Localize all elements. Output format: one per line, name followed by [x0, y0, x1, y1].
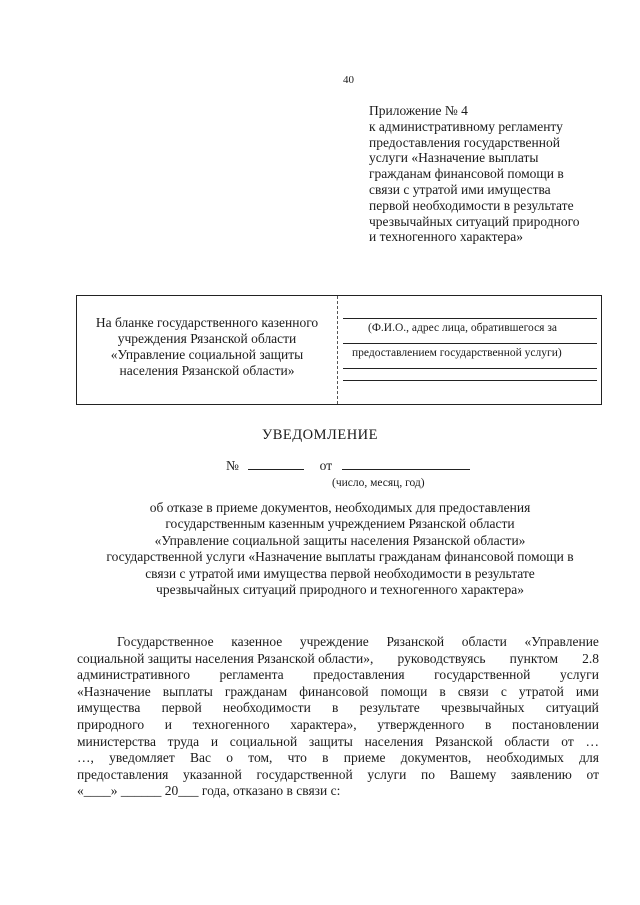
body-word: руководствуясь — [397, 650, 486, 666]
refusal-line: государственной услуги «Назначение выплаты гражданам финансовой помощи в — [106, 549, 574, 565]
number-label: № — [226, 458, 239, 473]
body-word: социальной — [229, 733, 298, 749]
number-date-line — [226, 457, 470, 474]
body-word: помощи — [380, 683, 428, 699]
body-word: пунктом — [509, 650, 558, 666]
body-word: что — [287, 750, 307, 766]
appendix-block — [369, 103, 619, 245]
appendix-line: первой необходимости в результате — [369, 197, 574, 213]
refusal-line: государственным казенным учреждением Рязанской области — [165, 516, 515, 532]
recipient-line — [343, 318, 597, 319]
recipient-line — [343, 380, 597, 381]
refusal-line: чрезвычайных ситуаций природного и техногенного характера» — [156, 582, 524, 598]
recipient-hint: (Ф.И.О., адрес лица, обратившегося за — [368, 322, 557, 334]
appendix-line: Приложение № 4 — [369, 103, 468, 118]
body-word: первой — [161, 700, 202, 716]
recipient-line — [343, 368, 597, 369]
body-word: государственной — [256, 766, 353, 782]
body-line — [77, 750, 599, 767]
body-word: указанной — [183, 766, 242, 782]
body-word: административного — [77, 667, 190, 683]
body-word: предоставления — [77, 766, 169, 782]
body-line — [77, 734, 599, 751]
letterhead-line: На бланке государственного казенного — [95, 315, 319, 330]
body-word: заявлению — [510, 766, 572, 782]
body-word: уведомляет — [109, 750, 175, 766]
refusal-line: «Управление социальной защиты населения Рязанской области» — [154, 532, 526, 548]
body-word: утвержденного — [377, 716, 465, 732]
body-word: необходимых — [486, 750, 564, 766]
body-word: в — [484, 716, 492, 732]
refusal-line: связи с утратой ими имущества первой необходимости в результате — [145, 565, 535, 581]
body-word: необходимости — [223, 700, 311, 716]
body-word: предоставления — [313, 667, 405, 683]
body-line — [77, 767, 599, 784]
body-word: 2.8 — [582, 650, 599, 666]
refusal-line: об отказе в приеме документов, необходимых для предоставления — [149, 500, 531, 515]
header-box — [76, 295, 602, 405]
number-blank — [248, 457, 304, 470]
body-word: …, — [77, 750, 94, 766]
body-word: защиты — [308, 733, 353, 749]
body-word: «Назначение — [77, 683, 151, 699]
document-title: УВЕДОМЛЕНИЕ — [261, 427, 379, 443]
recipient-hint: предоставлением государственной услуги) — [352, 347, 562, 359]
body-word: имущества — [77, 700, 141, 716]
body-word: ситуаций — [545, 700, 599, 716]
body-word: регламента — [219, 667, 284, 683]
body-line — [77, 634, 599, 651]
body-line — [77, 684, 599, 701]
body-word: от — [561, 733, 574, 749]
body-word: документов, — [400, 750, 472, 766]
body-word: природного — [77, 716, 145, 732]
body-word: услуги — [559, 667, 599, 683]
body-word: ими — [575, 683, 599, 699]
body-word: утратой — [518, 683, 564, 699]
refusal-subject — [80, 500, 600, 598]
letterhead-line: учреждения Рязанской области — [117, 331, 297, 346]
body-word: и — [210, 733, 219, 749]
body-word: том, — [248, 750, 273, 766]
body-word: Рязанской — [435, 733, 493, 749]
body-word: … — [585, 733, 599, 749]
body-word: казенное — [231, 634, 283, 649]
date-blank — [342, 457, 470, 470]
date-label: от — [319, 458, 333, 473]
body-word: выплаты — [162, 683, 213, 699]
body-word: гражданам — [224, 683, 288, 699]
body-line-last: «____» ______ 20___ года, отказано в связи с: — [77, 783, 341, 799]
body-word: государственной — [434, 667, 531, 683]
body-word: чрезвычайных — [440, 700, 525, 716]
body-word: постановлении — [512, 716, 599, 732]
body-word: учреждение — [299, 634, 369, 649]
body-word: в — [439, 683, 446, 699]
body-line — [77, 717, 599, 734]
page-number: 40 — [343, 74, 354, 86]
letterhead-line: населения Рязанской области» — [119, 363, 295, 378]
body-line — [77, 651, 599, 668]
body-word: Вас — [189, 750, 211, 766]
body-word: характера», — [290, 716, 357, 732]
body-word: техногенного — [192, 716, 270, 732]
body-word: области — [504, 733, 550, 749]
body-word: области — [461, 634, 507, 649]
body-word: социальной защиты населения Рязанской области», — [77, 650, 374, 666]
appendix-line: предоставления государственной — [369, 134, 560, 150]
body-word: в — [322, 750, 329, 766]
appendix-line: услуги «Назначение выплаты — [369, 150, 539, 166]
body-word: по — [420, 766, 435, 782]
body-word: Вашему — [449, 766, 497, 782]
date-hint: (число, месяц, год) — [332, 477, 425, 489]
body-word: результате — [359, 700, 420, 716]
notice-body — [77, 634, 599, 800]
body-word: труда — [167, 733, 200, 749]
body-word: с — [500, 683, 507, 699]
letterhead-line: «Управление социальной защиты — [110, 347, 304, 362]
body-word: приеме — [343, 750, 386, 766]
recipient-line — [343, 343, 597, 344]
body-word: услуги — [367, 766, 407, 782]
body-word: о — [226, 750, 233, 766]
body-word: Государственное — [117, 634, 214, 649]
body-word: в — [332, 700, 339, 716]
body-word: финансовой — [299, 683, 369, 699]
body-word: «Управление — [524, 634, 599, 649]
appendix-line: гражданам финансовой помощи в — [369, 166, 564, 182]
body-word: для — [579, 750, 599, 766]
body-word: министерства — [77, 733, 156, 749]
appendix-line: связи с утратой ими имущества — [369, 181, 551, 197]
appendix-line: чрезвычайных ситуаций природного — [369, 213, 580, 229]
body-line — [77, 700, 599, 717]
body-word: населения — [364, 733, 424, 749]
body-word: Рязанской — [386, 634, 445, 649]
appendix-line: к административному регламенту — [369, 118, 563, 134]
body-word: и — [164, 716, 172, 732]
box-divider — [337, 296, 338, 404]
body-word: от — [586, 766, 599, 782]
appendix-line: и техногенного характера» — [369, 229, 523, 245]
body-line — [77, 667, 599, 684]
letterhead-block — [77, 296, 337, 404]
body-word: связи — [457, 683, 489, 699]
